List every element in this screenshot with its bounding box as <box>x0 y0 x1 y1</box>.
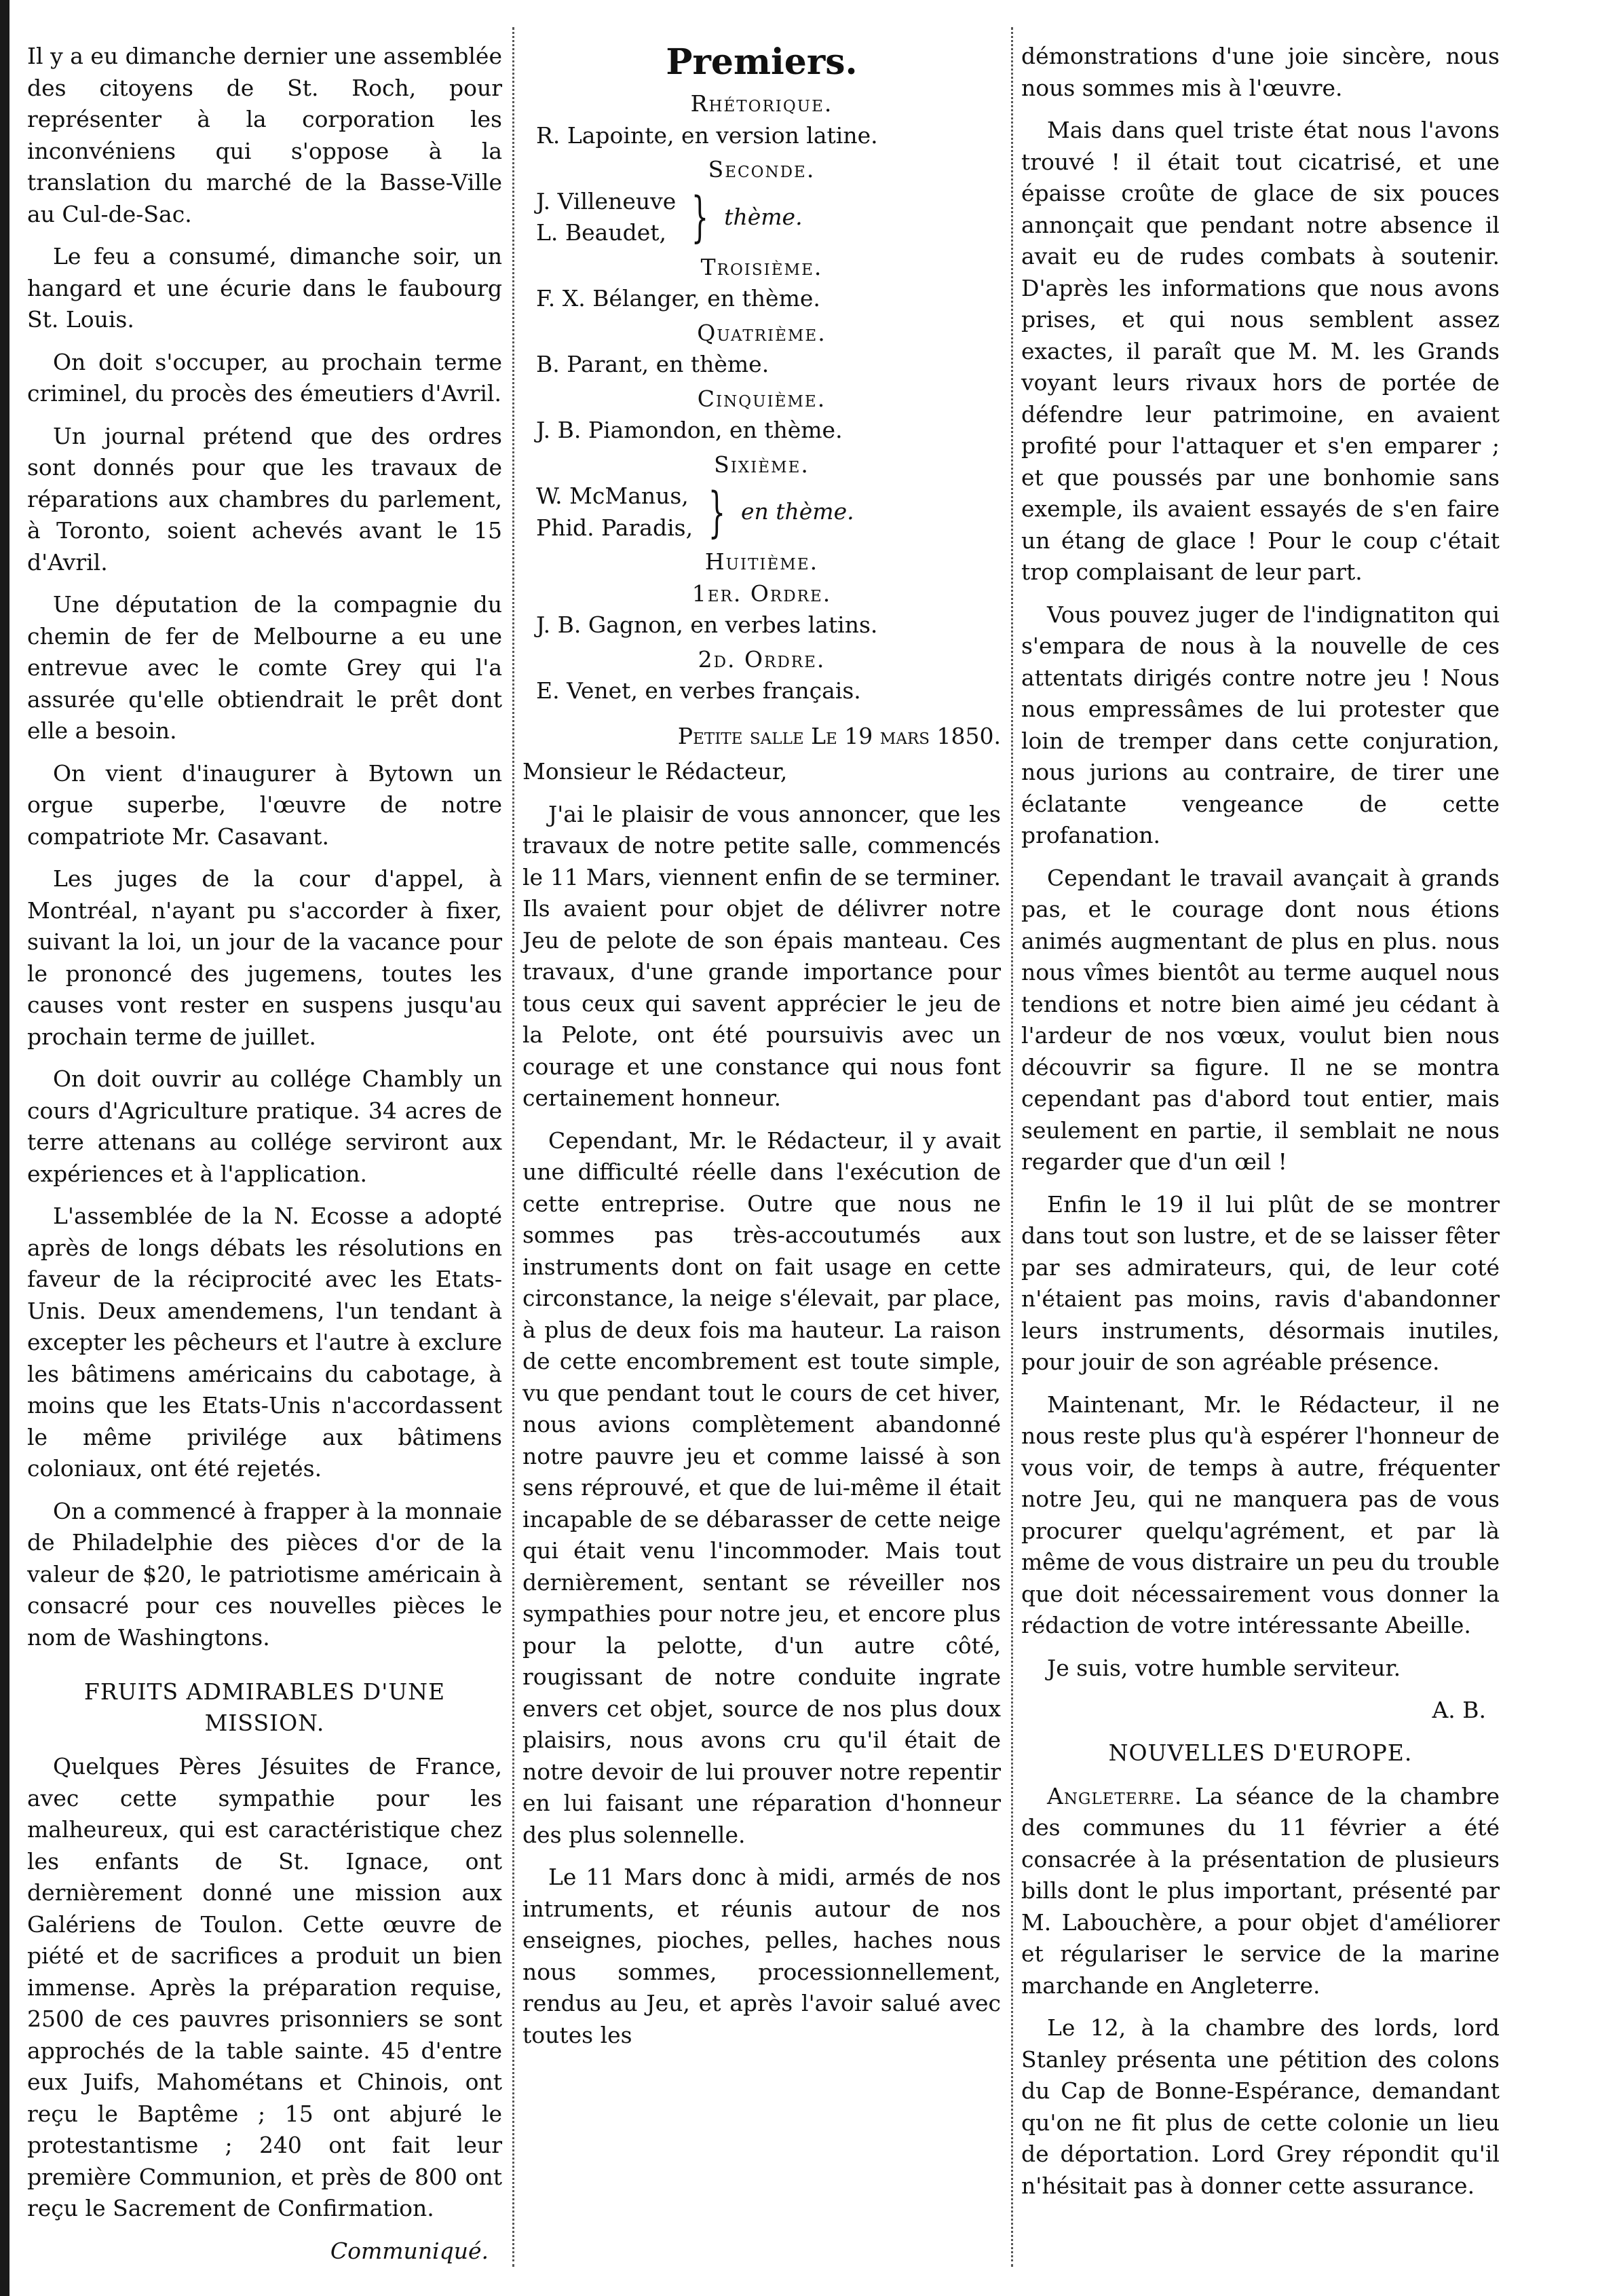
news-item: On doit s'occuper, au prochain terme criminel, du procès des émeutiers d'Avril. <box>27 348 502 407</box>
prize-name: W. McManus, <box>536 483 689 509</box>
letter-dateline: Petite salle Le 19 mars 1850. <box>677 722 1001 749</box>
column-right <box>1021 41 1500 2246</box>
news-paragraph: Le 12, à la chambre des lords, lord Stanley présenta une pétition des colons du Cap de Bonne-Espérance, demandant qu'on ne fit plus de cette colonie un lieu de déportation. Lord Grey répondit qu'il n'hésitait pas à donner cette assurance. <box>1021 2014 1500 2199</box>
letter-paragraph: Cependant le travail avançait à grands pas, et le courage dont nous étions animés augmentant de plus en plus. nous nous vîmes bientôt au terme auquel nous tendions et notre bien aimé jeu cédant à l'ardeur de nos vœux, voulut bien nous découvrir sa figure. Il ne se montra cependant pas d'abord tout entier, mais seulement en partie, il semblait ne nous regarder que d'un œil ! <box>1021 864 1500 1175</box>
news-item: Un journal prétend que des ordres sont donnés pour que les travaux de réparations aux chambres du parlement, à Toronto, soient achevés avant le 15 d'Avril. <box>27 422 502 576</box>
class-name: Rhétorique. <box>690 90 833 117</box>
class-name: Cinquième. <box>697 385 826 412</box>
news-text: La séance de la chambre des communes du 11 février a été consacrée à la présentation de plusieurs bills dont le plus important, présenté par M. Labouchère, a pour objet d'améliorer et régulariser le service de la marine marchande en Angleterre. <box>1021 1782 1500 1999</box>
news-paragraph <box>1021 1781 1500 2002</box>
prize-name: L. Beaudet, <box>536 219 667 246</box>
column-rule <box>1011 27 1013 2267</box>
brace-glyph: } <box>708 480 726 544</box>
section-title-mission: FRUITS ADMIRABLES D'UNE MISSION. <box>83 1678 446 1736</box>
prize-name: J. Villeneuve <box>536 187 677 214</box>
news-item: On a commencé à frapper à la monnaie de Philadelphie des pièces d'or de la valeur de $20, le patriotisme américain à consacré pour ces nouvelles pièces le nom de Washingtons. <box>27 1497 502 1651</box>
prize-entry: J. B. Piamondon, en thème. <box>536 417 843 443</box>
prize-heading: Premiers. <box>666 41 858 83</box>
news-item: On vient d'inaugurer à Bytown un orgue superbe, l'œuvre de notre compatriote Mr. Casavant. <box>27 759 502 850</box>
letter-paragraph: Enfin le 19 il lui plût de se montrer dans tout son lustre, et de se laisser fêter par ses admirateurs, qui, de leur coté n'étaient pas moins, ravis d'abandonner leurs instruments, désormais inutiles, pour jouir de son agréable présence. <box>1021 1190 1500 1375</box>
letter-paragraph: démonstrations d'une joie sincère, nous nous sommes mis à l'œuvre. <box>1021 43 1500 101</box>
prize-group <box>536 186 1001 249</box>
news-item: Les juges de la cour d'appel, à Montréal, n'ayant pu s'accorder à fixer, suivant la loi, un jour de la vacance pour le prononcé des jugemens, toutes les causes vont rester en suspens jusqu'au prochain terme de juillet. <box>27 865 502 1050</box>
section-title-europe: NOUVELLES D'EUROPE. <box>1108 1739 1413 1766</box>
letter-paragraph: Le 11 Mars donc à midi, armés de nos intruments, et réunis autour de nos enseignes, pioches, pelles, haches nous nous sommes, processionnellement, rendus au Jeu, et après l'avoir salué avec toutes les <box>522 1864 1001 2048</box>
prize-entry: E. Venet, en verbes français. <box>536 677 861 704</box>
letter-closing: Je suis, votre humble serviteur. <box>1047 1654 1401 1681</box>
country-lead: Angleterre. <box>1047 1782 1183 1809</box>
prize-note: en thème. <box>740 498 854 525</box>
letter-signature: A. B. <box>1432 1697 1486 1723</box>
class-name: Huitième. <box>704 548 819 575</box>
letter-salutation: Monsieur le Rédacteur, <box>522 758 788 785</box>
brace-glyph: } <box>691 185 709 248</box>
class-name: Quatrième. <box>697 319 826 346</box>
order-label: 1er. Ordre. <box>691 580 832 607</box>
letter-paragraph: Maintenant, Mr. le Rédacteur, il ne nous reste plus qu'à espérer l'honneur de vous voir, de temps à autre, fréquenter notre Jeu, qui ne manquera pas de vous procurer quelqu'agrément, et par là même de vous distraire un peu du trouble que doit nécessairement vous donner la rédaction de votre intéressante Abeille. <box>1021 1391 1500 1638</box>
column-left <box>27 41 502 2264</box>
class-name: Troisième. <box>700 253 823 280</box>
prize-entry: J. B. Gagnon, en verbes latins. <box>536 611 878 638</box>
letter-paragraph: Vous pouvez juger de l'indignatiton qui s'empara de nous à la nouvelle de ces attentats dirigés contre notre jeu ! Nous nous empressâmes de lui protester que loin de tremper dans cette conjuration, nous jurions au contraire, de tirer une éclatante vengeance de cette profanation. <box>1021 601 1500 848</box>
letter-paragraph: Cependant, Mr. le Rédacteur, il y avait une difficulté réelle dans l'exécution de cette entreprise. Outre que nous ne sommes pas très-accoutumés aux instruments dont on fait usage en cette circonstance, la neige s'élevait, par place, à plus de deux fois ma hauteur. La raison de cette encombrement est toute simple, vu que pendant tout le cours de cet hiver, nous avions complètement abandonné notre pauvre jeu et comme laissé à son sens réprouvé, et que de lui-même il était incapable de se débarasser de cette neige qui était venu l'incommoder. Mais tout dernièrement, sentant se réveiller nos sympathies pour notre jeu, et encore plus pour la pelotte, d'un autre côté, rougissant de notre conduite ingrate envers cet objet, source de nos plus doux plaisirs, nous avons cru qu'il était de notre devoir de lui prouver notre repentir en lui faisant une réparation d'honneur des plus solennelle. <box>522 1127 1001 1848</box>
column-middle <box>522 41 1001 2246</box>
prize-note: thème. <box>724 203 803 230</box>
scan-edge <box>0 0 9 2296</box>
prize-name: Phid. Paradis, <box>536 514 693 541</box>
news-item: L'assemblée de la N. Ecosse a adopté après de longs débats les résolutions en faveur de la réciprocité avec les Etats-Unis. Deux amendemens, l'un tendant à excepter les pêcheurs et l'autre à exclure les bâtimens américains du cabotage, à moins que les Etats-Unis n'accordassent le même privilége aux bâtimens coloniaux, ont été rejetés. <box>27 1203 502 1482</box>
mission-text: Quelques Pères Jésuites de France, avec cette sympathie pour les malheureux, qui est caractéristique chez les enfants de St. Ignace, ont dernièrement donné une mission aux Galériens de Toulon. Cette œuvre de piété et de sacrifices a produit un bien immense. Après la préparation requise, 2500 de ces pauvres prisonniers se sont approchés de la table sainte. 45 d'entre eux Juifs, Mahométans et Chinois, ont reçu le Baptême ; 15 ont abjuré le protestantisme ; 240 ont fait leur première Communion, et près de 800 ont reçu le Sacrement de Confirmation. <box>27 1753 502 2221</box>
news-item: Il y a eu dimanche dernier une assemblée des citoyens de St. Roch, pour représenter à la corporation les inconvéniens qui s'oppose à la translation du marché de la Basse-Ville au Cul-de-Sac. <box>27 43 502 227</box>
letter-paragraph: J'ai le plaisir de vous annoncer, que les travaux de notre petite salle, commencés le 11 Mars, viennent enfin de se terminer. Ils avaient pour objet de délivrer notre Jeu de pelote de son épais manteau. Ces travaux, d'une grande importance pour tous ceux qui savent apprécier le jeu de la Pelote, ont été poursuivis avec un courage et une constance qui nous font certainement honneur. <box>522 800 1001 1111</box>
class-name: Seconde. <box>708 156 816 183</box>
prize-entry: B. Parant, en thème. <box>536 351 769 377</box>
column-rule <box>512 27 514 2267</box>
class-name: Sixième. <box>714 451 810 478</box>
news-item: On doit ouvrir au collége Chambly un cours d'Agriculture pratique. 34 acres de terre attenans au collége serviront aux expériences et à l'application. <box>27 1066 502 1187</box>
prize-entry: R. Lapointe, en version latine. <box>536 121 878 149</box>
mission-signature: Communiqué. <box>330 2237 489 2264</box>
prize-entry: F. X. Bélanger, en thème. <box>536 285 820 312</box>
order-label: 2d. Ordre. <box>698 645 826 673</box>
news-item: Le feu a consumé, dimanche soir, un hangard et une écurie dans le faubourg St. Louis. <box>27 243 502 333</box>
news-item: Une députation de la compagnie du chemin de fer de Melbourne a eu une entrevue avec le comte Grey qui l'a assurée qu'elle obtiendrait le prêt dont elle a besoin. <box>27 591 502 744</box>
letter-paragraph: Mais dans quel triste état nous l'avons trouvé ! il était tout cicatrisé, et une épaisse croûte de glace de six pouces annonçait que pendant notre absence il avait eu de rudes combats à soutenir. D'après les informations que nous avons prises, et qui nous semblent assez exactes, il paraît que M. M. les Grands voyant leurs rivaux hors de portée de défendre leur patrimoine, en avaient profité pour l'attaquer et s'en emparer ; et que poussés par une bonhomie sans exemple, ils avaient essayés de s'en faire un étang de glace ! Pour le coup c'était trop complaisant de leur part. <box>1021 117 1500 585</box>
prize-group <box>536 481 1001 544</box>
